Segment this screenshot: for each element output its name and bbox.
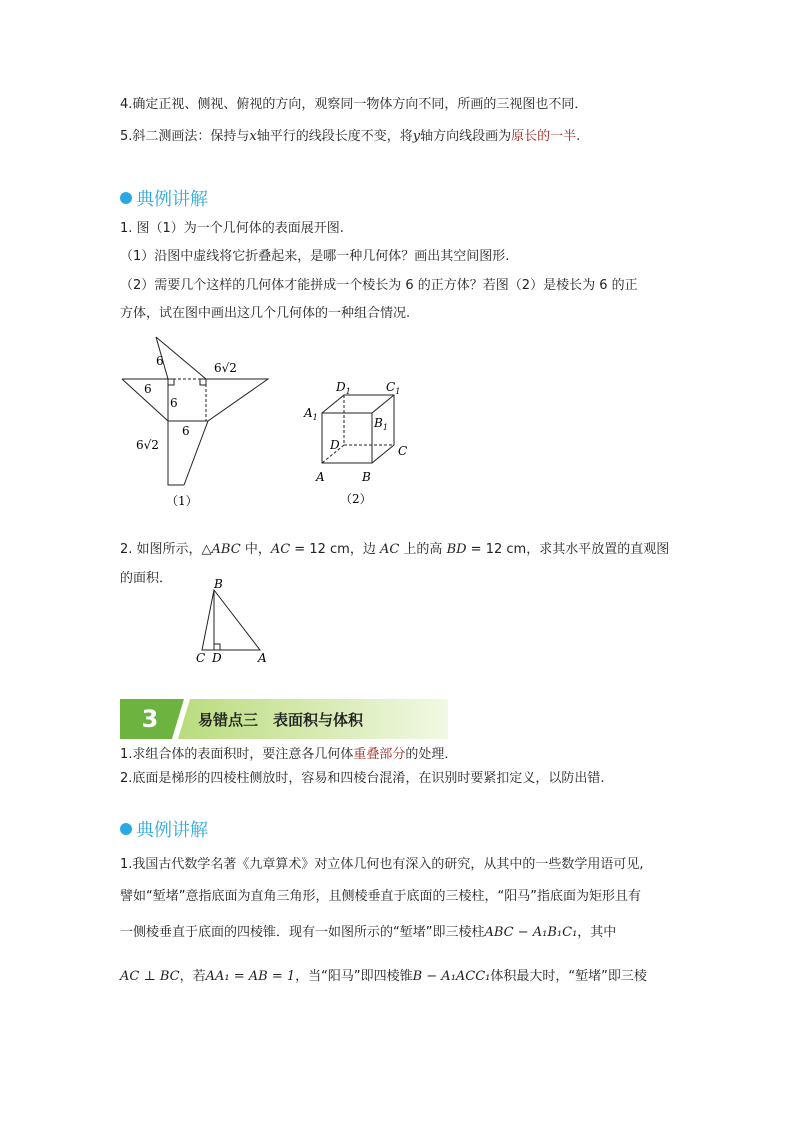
- example3-line1: 1.我国古代数学名著《九章算术》对立体几何也有深入的研究，从其中的一些数学用语可见,: [120, 857, 644, 872]
- point-B: B: [214, 578, 223, 591]
- right-angle-mark: [200, 379, 206, 385]
- example1-question: 1. 图（1）为一个几何体的表面展开图.: [120, 221, 344, 236]
- ex3-l4-math2: AA₁ = AB = 1: [205, 969, 296, 984]
- line5-prefix: 5.斜二测画法：保持与: [120, 129, 250, 144]
- note-2: 2.底面是梯形的四棱柱侧放时，容易和四棱台混淆，在识别时要紧扣定义，以防出错.: [120, 771, 605, 786]
- label-6root2-a: 6√2: [214, 361, 237, 375]
- vertex-C: C: [398, 444, 408, 458]
- label-6-a: 6: [156, 354, 164, 368]
- ex2-ac: AC: [270, 542, 291, 557]
- example3-line2: 譬如“堑堵”意指底面为直角三角形，且侧棱垂直于底面的三棱柱，“阳马”指底面为矩形且有: [120, 889, 641, 904]
- figure-2-cube: [300, 375, 420, 515]
- text-line-4: 4.确定正视、侧视、俯视的方向，观察同一物体方向不同，所画的三视图也不同．: [120, 97, 588, 112]
- line5-x-var: x: [249, 129, 257, 144]
- banner-title: 易错点三 表面积与体积: [198, 711, 364, 729]
- example1-part2-line1: （2）需要几个这样的几何体才能拼成一个棱长为 6 的正方体？若图（2）是棱长为 6 的正: [120, 278, 638, 293]
- section-banner-3: [120, 699, 448, 739]
- section-title: 典例讲解: [136, 189, 208, 210]
- example1-part1: （1）沿图中虚线将它折叠起来，是哪一种几何体？画出其空间图形.: [120, 249, 510, 264]
- net-outline-right: [156, 337, 268, 485]
- note1-highlight: 重叠部分: [353, 747, 406, 762]
- vertex-B1: $B_1$: [374, 416, 388, 432]
- point-D: D: [212, 651, 222, 665]
- example2-line2: 的面积．: [120, 571, 173, 586]
- label-6root2-b: 6√2: [136, 438, 159, 452]
- ex3-l4-math3: B − A₁ACC₁: [412, 969, 491, 984]
- note1-prefix: 1.求组合体的表面积时，要注意各几何体: [120, 747, 354, 762]
- ex2-text-c: = 12 cm，边: [290, 542, 380, 557]
- banner-number: 3: [141, 705, 159, 733]
- figure-2-caption: （2）: [340, 492, 372, 506]
- line5-highlight: 原长的一半: [511, 129, 577, 144]
- right-angle-mark: [168, 379, 174, 385]
- ex3-l4-a: ，若: [179, 969, 206, 984]
- point-A: A: [258, 651, 267, 665]
- line5-middle: 轴平行的线段长度不变，将: [256, 129, 413, 144]
- bullet-dot-icon: [120, 192, 132, 204]
- vertex-B: B: [362, 470, 371, 484]
- bullet-dot-icon: [120, 823, 132, 835]
- label-6-c: 6: [170, 396, 178, 410]
- ex2-text-a: 2. 如图所示，△: [120, 542, 212, 557]
- line5-end: .: [576, 129, 581, 144]
- triangle-abc: [202, 590, 260, 650]
- right-angle-mark: [214, 644, 220, 650]
- point-C: C: [196, 651, 206, 665]
- line5-middle2: 轴方向线段画为: [420, 129, 512, 144]
- section-heading-examples-1: [120, 185, 208, 211]
- vertex-D: D: [330, 438, 340, 452]
- ex2-text-b: 中，: [240, 542, 271, 557]
- ex3-l3-text: 一侧棱垂直于底面的四棱锥．现有一如图所示的“堑堵”即三棱柱: [120, 925, 485, 940]
- figure-1-caption: （1）: [166, 494, 198, 508]
- vertex-C1: $C_1$: [386, 380, 401, 396]
- label-6-b: 6: [144, 382, 152, 396]
- note1-end: 的处理．: [405, 747, 458, 762]
- cube-top-right-edge: [372, 395, 394, 413]
- ex3-l3-end: ，其中: [577, 925, 617, 940]
- vertex-D1: $D_1$: [336, 380, 351, 396]
- ex3-l4-math1: AC ⊥ BC: [120, 969, 180, 984]
- ex2-ac2: AC: [379, 542, 400, 557]
- section-title: 典例讲解: [136, 820, 208, 841]
- ex2-abc: ABC: [211, 542, 241, 557]
- ex3-l4-b: ，当“阳马”即四棱锥: [295, 969, 413, 984]
- example3-line4: [120, 968, 647, 986]
- example2-line1: [120, 541, 669, 559]
- label-6-d: 6: [182, 424, 190, 438]
- note-1: [120, 746, 457, 764]
- vertex-A1: $A_1$: [304, 406, 318, 422]
- ex3-l4-c: 体积最大时，“堑堵”即三棱: [490, 969, 647, 984]
- text-line-5: [120, 128, 580, 146]
- section-heading-examples-2: [120, 816, 208, 842]
- ex2-bd: BD: [446, 542, 467, 557]
- figure-3-triangle: [192, 578, 272, 668]
- vertex-A: A: [316, 470, 325, 484]
- example1-part2-line2: 方体，试在图中画出这几个几何体的一种组合情况.: [120, 306, 411, 321]
- example3-line3: [120, 924, 616, 942]
- ex2-text-e: = 12 cm，求其水平放置的直观图: [466, 542, 670, 557]
- net-outline-left: [122, 379, 184, 485]
- line5-y-var: y: [412, 129, 421, 144]
- figure-1-net: [118, 335, 278, 515]
- ex2-text-d: 上的高: [399, 542, 447, 557]
- ex3-l3-math: ABC − A₁B₁C₁: [484, 925, 578, 940]
